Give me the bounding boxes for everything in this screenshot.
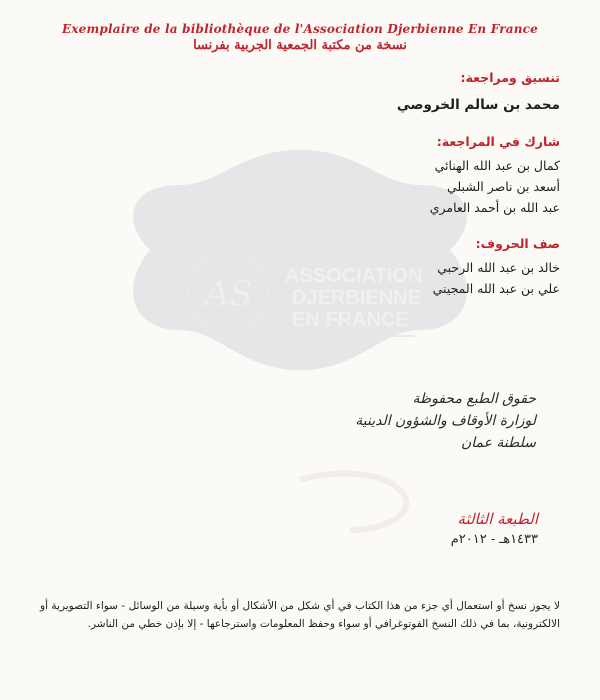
- svg-text:ASSOCIATION: ASSOCIATION: [285, 265, 423, 287]
- svg-text:DJERBIENNE: DJERBIENNE: [292, 287, 421, 309]
- section-reviewers: [430, 134, 560, 218]
- legal-notice: لا يجوز نسخ أو استعمال أي جزء من هذا الكتاب في أي شكل من الأشكال أو بأية وسيلة من الوسائل - سواء التصويرية أو الالكترونية، بما في ذلك النسخ الفوتوغرافي أو سواء وحفظ المعلومات واسترجاعها - إلا بإذن خطي من الناشر.: [40, 600, 560, 630]
- copyright-line: سلطنة عمان: [460, 435, 536, 451]
- contributor-name: علي بن عبد الله المجيني: [432, 281, 560, 296]
- edition-block: [451, 510, 538, 547]
- copyright-block: [355, 388, 536, 454]
- svg-text:EN FRANCE: EN FRANCE: [292, 309, 409, 331]
- contributor-name: عبد الله بن أحمد العامري: [429, 200, 560, 215]
- svg-text:AS: AS: [205, 274, 253, 314]
- library-stamp-arabic: نسخة من مكتبة الجمعية الجربية بفرنسا: [193, 38, 407, 53]
- section-label: تنسيق ومراجعة:: [460, 70, 560, 85]
- copyright-line: حقوق الطبع محفوظة: [412, 391, 536, 407]
- copyright-line: لوزارة الأوقاف والشؤون الدينية: [355, 413, 536, 429]
- contributor-name: كمال بن عبد الله الهنائي: [434, 158, 560, 173]
- section-typesetting: [433, 236, 560, 299]
- contributor-name: خالد بن عبد الله الرحبي: [437, 260, 560, 275]
- section-label: صف الحروف:: [475, 236, 560, 251]
- library-stamp-french: Exemplaire de la bibliothèque de l'Association Djerbienne En France: [61, 22, 539, 36]
- section-coordination: [397, 70, 560, 116]
- edition-year: ١٤٣٣هـ - ٢٠١٢م: [450, 532, 538, 547]
- contributor-name: أسعد بن ناصر الشبلي: [446, 179, 560, 194]
- section-label: شارك في المراجعة:: [436, 134, 560, 149]
- library-stamp-header: [0, 22, 600, 53]
- contributor-name: محمد بن سالم الخروصي: [396, 97, 560, 113]
- edition-label: الطبعة الثالثة: [457, 510, 538, 528]
